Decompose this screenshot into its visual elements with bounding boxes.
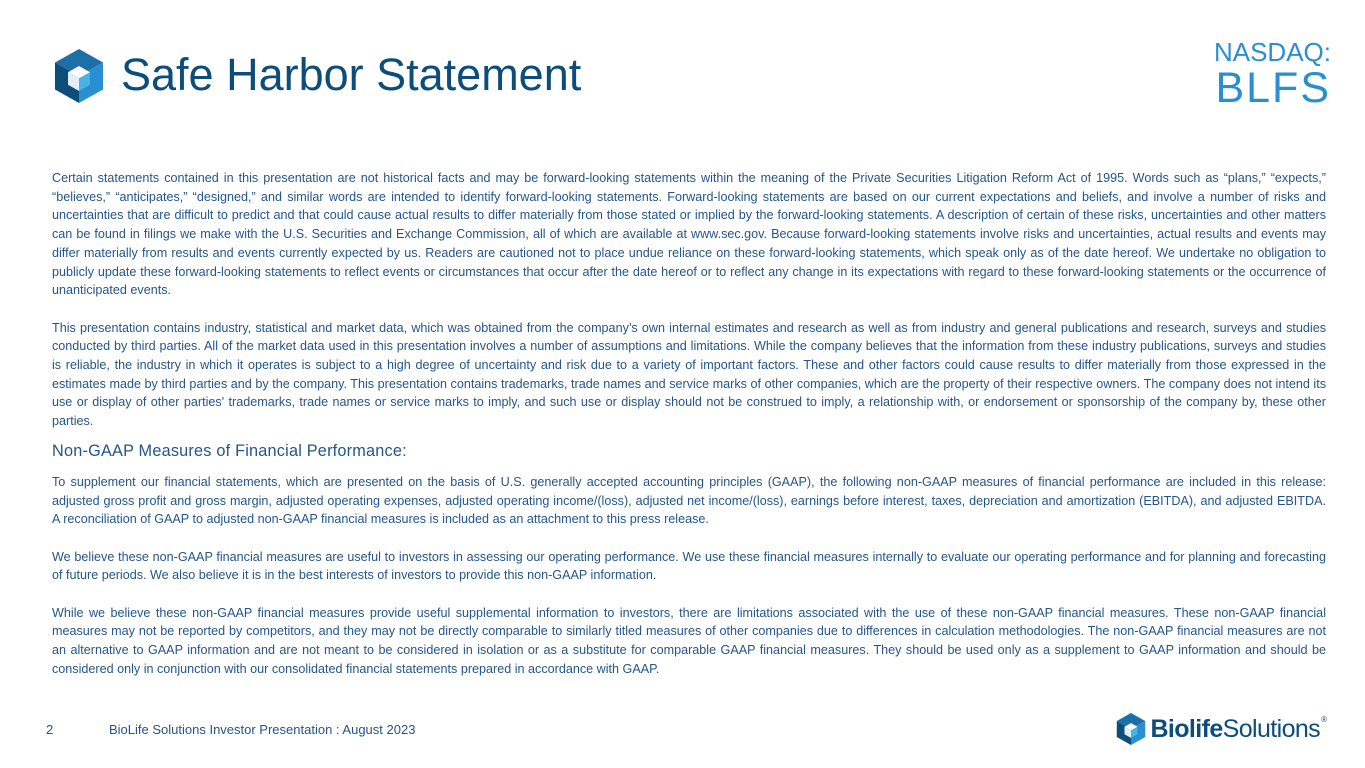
stock-ticker [1214, 38, 1331, 110]
non-gaap-heading: Non-GAAP Measures of Financial Performance: [52, 441, 407, 460]
page-number: 2 [46, 722, 54, 737]
ticker-symbol: BLFS [1215, 64, 1331, 112]
non-gaap-paragraph-2: We believe these non-GAAP financial measures are useful to investors in assessing our operating performance. We use these financial measures internally to evaluate our operating performance and for planning and forecasting of future periods. We also believe it is in the best interests of investors to provide this non-GAAP information. [52, 549, 1326, 583]
biolife-logo-icon [1116, 713, 1146, 745]
biolife-hexagon-icon [55, 49, 103, 103]
safe-harbor-paragraph-2: This presentation contains industry, statistical and market data, which was obtained from the company’s own internal estimates and research as well as from industry and general publications and research, surveys and studies conducted by third parties. All of the market data used in this presentation involves a number of assumptions and limitations. While the company believes that the information from these industry publications, surveys and studies is reliable, the industry in which it operates is subject to a high degree of uncertainty and risk due to a variety of important factors. These and other factors could cause results to differ materially from those expressed in the estimates made by third parties and by the company. This presentation contains trademarks, trade names and service marks of other companies, which are the property of their respective owners. The company does not intend its use or display of other parties' trademarks, trade names or service marks to imply, and such use or display should not be construed to imply, a relationship with, or endorsement or sponsorship of the company by, these other parties. [52, 320, 1326, 429]
body-content [52, 169, 1326, 679]
non-gaap-paragraph-1: To supplement our financial statements, which are presented on the basis of U.S. generally accepted accounting principles (GAAP), the following non-GAAP measures of financial performance are included in this release: adjusted gross profit and gross margin, adjusted operating expenses, adjusted operating income/(loss), adjusted net income/(loss), earnings before interest, taxes, depreciation and amortization (EBITDA), and adjusted EBITDA. A reconciliation of GAAP to adjusted non-GAAP financial measures is included as an attachment to this press release. [52, 474, 1326, 527]
brand-name-part1: Biolife [1150, 714, 1223, 743]
brand-name [1150, 715, 1327, 744]
page-title: Safe Harbor Statement [121, 49, 582, 100]
exchange-label: NASDAQ: [1213, 37, 1331, 67]
non-gaap-paragraph-3: While we believe these non-GAAP financial measures provide useful supplemental information to investors, there are limitations associated with the use of these non-GAAP financial measures. These non-GAAP financial measures may not be reported by competitors, and they may not be directly comparable to similarly titled measures of other companies due to differences in calculation methodologies. The non-GAAP financial measures are not an alternative to GAAP information and are not meant to be considered in isolation or as a substitute for comparable GAAP financial measures. They should be used only as a supplement to GAAP information and should be considered only in conjunction with our consolidated financial statements prepared in accordance with GAAP. [52, 605, 1326, 676]
registered-mark: ® [1321, 714, 1327, 724]
brand-name-part2: Solutions [1222, 714, 1321, 743]
footer-text: BioLife Solutions Investor Presentation : August 2023 [109, 722, 416, 737]
brand-logo [1116, 712, 1327, 746]
safe-harbor-paragraph-1: Certain statements contained in this presentation are not historical facts and may be forward-looking statements within the meaning of the Private Securities Litigation Reform Act of 1995. Words such as “plans,” “expects,” “believes,” “anticipates,” “designed,” and similar words are intended to identify forward-looking statements. Forward-looking statements are based on our current expectations and beliefs, and involve a number of risks and uncertainties that are difficult to predict and that could cause actual results to differ materially from those stated or implied by the forward-looking statements. A description of certain of these risks, uncertainties and other matters can be found in filings we make with the U.S. Securities and Exchange Commission, all of which are available at www.sec.gov. Because forward-looking statements involve risks and uncertainties, actual results and events may differ materially from results and events currently expected by us. Readers are cautioned not to place undue reliance on these forward-looking statements, which speak only as of the date hereof. We undertake no obligation to publicly update these forward-looking statements to reflect events or circumstances that occur after the date hereof or to reflect any change in its expectations with regard to these forward-looking statements or the occurrence of unanticipated events. [52, 171, 1326, 298]
